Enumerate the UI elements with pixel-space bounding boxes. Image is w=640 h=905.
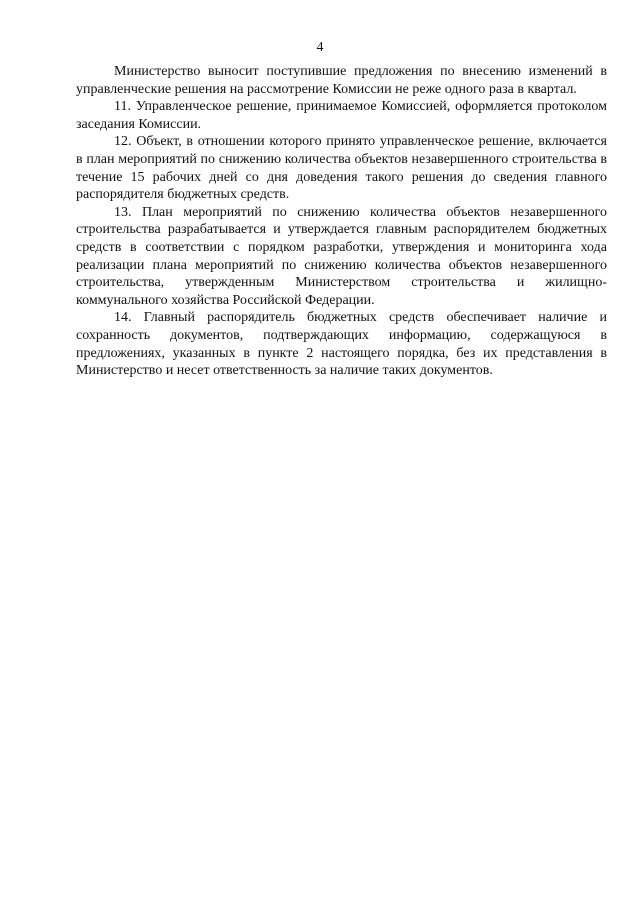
paragraph-item-12: 12. Объект, в отношении которого принято управленческое решение, включается в план мероприятий по снижению количества объектов незавершенного строительства в течение 15 рабочих дней со дня доведения такого решения до сведения главного распорядителя бюджетных средств.	[76, 134, 607, 203]
paragraph-item-13: 13. План мероприятий по снижению количества объектов незавершенного строительства разрабатывается и утверждается главным распорядителем бюджетных средств в соответствии с порядком разработки, утверждения и мониторинга хода реализации плана мероприятий по снижению количества объектов незавершенного строительства, утвержденным Министерством строительства и жилищно-коммунального хозяйства Российской Федерации.	[76, 204, 607, 308]
paragraph-commission-review: Министерство выносит поступившие предложения по внесению изменений в управленческие решения на рассмотрение Комиссии не реже одного раза в квартал.	[76, 64, 607, 97]
document-body	[76, 63, 607, 380]
paragraph-item-14: 14. Главный распорядитель бюджетных средств обеспечивает наличие и сохранность документов, подтверждающих информацию, содержащуюся в предложениях, указанных в пункте 2 настоящего порядка, без их представления в Министерство и несет ответственность за наличие таких документов.	[76, 310, 607, 379]
page-number: 4	[316, 40, 324, 55]
paragraph-item-11: 11. Управленческое решение, принимаемое Комиссией, оформляется протоколом заседания Комиссии.	[76, 99, 607, 132]
